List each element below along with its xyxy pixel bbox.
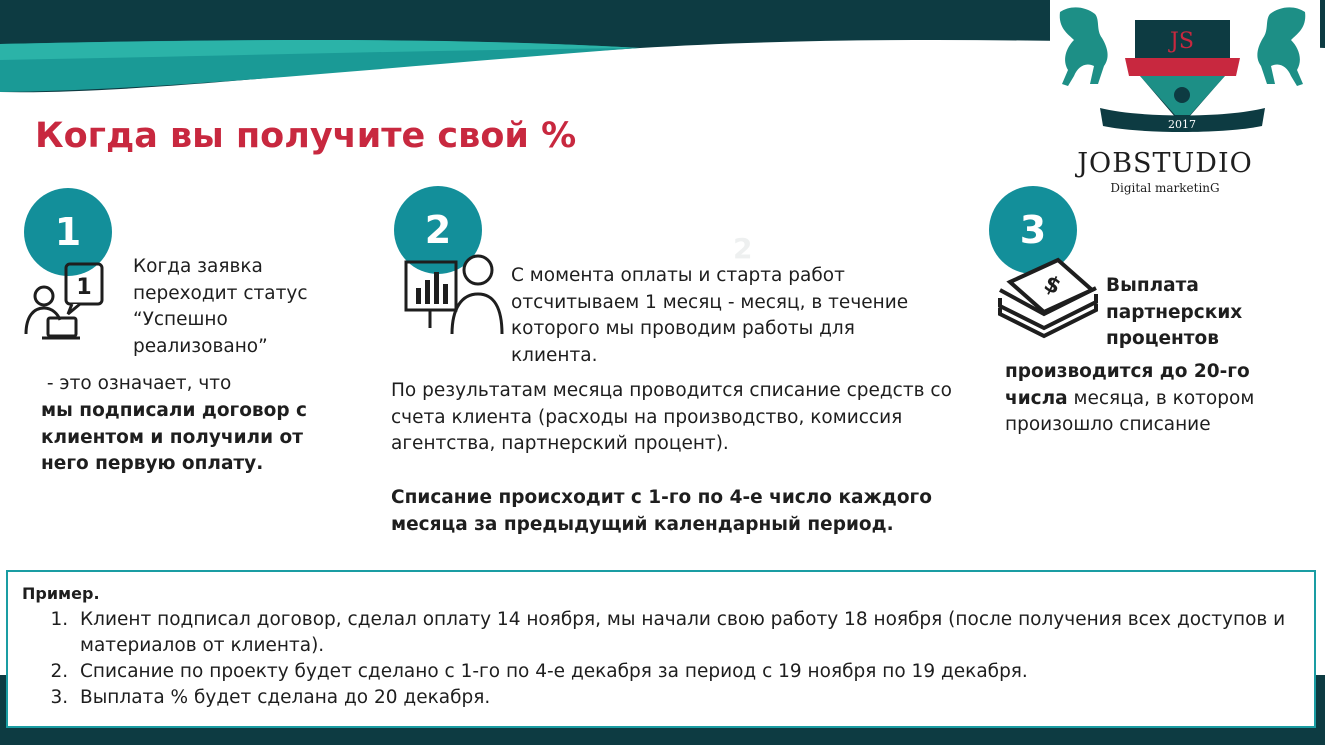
faint-step-number: 2 xyxy=(733,232,753,265)
step-3-bold-text: производится до 20-го числа xyxy=(1005,361,1250,409)
step-2-detail: По результатам месяца проводится списание средств со счета клиента (расходы на производство, комиссия агентства, партнерский процент). xyxy=(391,380,952,454)
example-title: Пример. xyxy=(22,584,100,603)
step-2-badge: 2 xyxy=(394,186,482,274)
step-3-badge: 3 xyxy=(989,186,1077,274)
step-2-bold-text: Списание происходит с 1-го по 4-е число каждого месяца за предыдущий календарный период. xyxy=(391,487,932,535)
money-stack-icon xyxy=(996,252,1100,342)
presenter-chart-icon xyxy=(402,248,506,338)
step-1-badge: 1 xyxy=(24,188,112,276)
person-laptop-document-icon xyxy=(22,262,122,342)
example-list xyxy=(22,607,1300,711)
step-3-detail: месяца, в котором произошло списание xyxy=(1005,387,1255,435)
step-1-detail: - это означает, что xyxy=(41,373,232,394)
svg-text:JS: JS xyxy=(1170,29,1194,54)
example-item-3: 3. Выплата % будет сделана до 20 декабря. xyxy=(74,685,1300,711)
step-1-text: Когда заявка переходит статус “Успешно реализовано” xyxy=(133,256,308,357)
logo-year: 2017 xyxy=(1168,118,1196,131)
logo-wordmark: JOBSTUDIO xyxy=(1077,148,1253,179)
logo-tagline: Digital marketinG xyxy=(1110,181,1220,195)
svg-text:1: 1 xyxy=(76,275,92,300)
page-title: Когда вы получите свой % xyxy=(35,116,577,156)
example-item-1: 1. Клиент подписал договор, сделал оплату 14 ноября, мы начали свою работу 18 ноября (после получения всех доступов и материалов от клиента). xyxy=(74,607,1300,659)
step-3-text xyxy=(1005,359,1310,439)
step-1-bold-text: мы подписали договор с клиентом и получили от него первую оплату. xyxy=(41,400,307,474)
svg-text:$: $ xyxy=(1039,270,1065,301)
step-2-text: С момента оплаты и старта работ отсчитываем 1 месяц - месяц, в течение которого мы проводим работы для клиента. xyxy=(511,265,909,366)
step-3-bold-heading: Выплата партнерских процентов xyxy=(1106,275,1243,349)
example-box xyxy=(6,570,1316,728)
example-item-2: 2. Списание по проекту будет сделано с 1-го по 4-е декабря за период с 19 ноября по 19 декабря. xyxy=(74,659,1300,685)
